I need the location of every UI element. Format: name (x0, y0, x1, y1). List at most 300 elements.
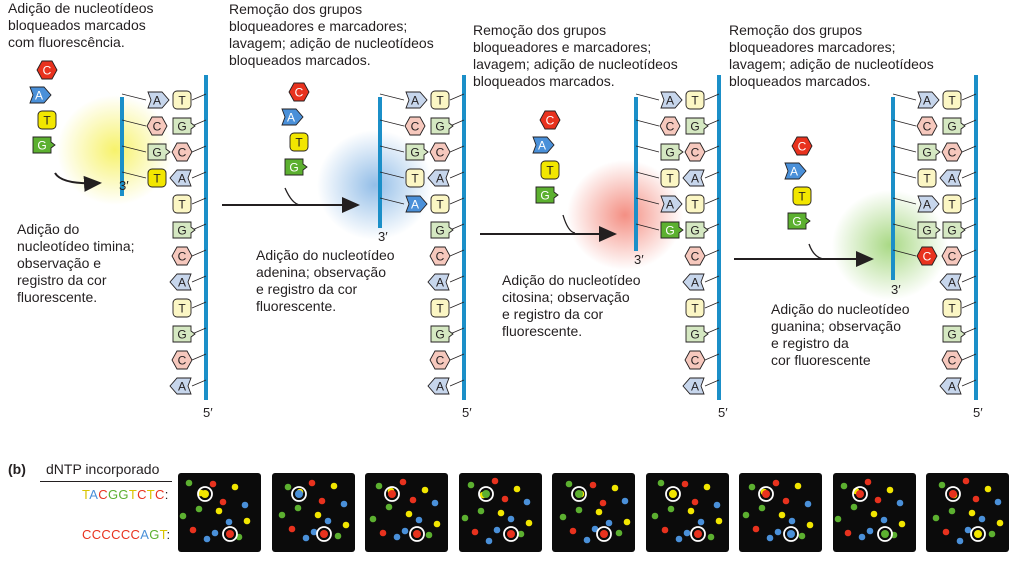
template-nucleotide (172, 351, 192, 369)
wash-text-3: Remoção dos grupos bloqueadores marcadores; lavagem; adição de nucleotídeos bloqueados marcados. (729, 22, 934, 89)
cluster-spot (491, 478, 498, 485)
fluorescence-panel (272, 473, 355, 552)
svg-text:A: A (177, 171, 187, 186)
backbone-link (450, 354, 464, 360)
cluster-spot (400, 479, 407, 486)
svg-text:A: A (410, 197, 420, 212)
cluster-spot (501, 496, 508, 503)
cluster-spot (683, 530, 690, 537)
synthesized-nucleotide (406, 92, 427, 108)
svg-text:T: T (948, 301, 956, 316)
svg-text:G: G (435, 119, 445, 134)
backbone-link (893, 120, 916, 126)
backbone-link (705, 354, 719, 360)
backbone-link (705, 302, 719, 308)
sequence-letter: A (140, 527, 150, 542)
backbone-link (192, 380, 206, 386)
cluster-spot (874, 497, 881, 504)
backbone-link (705, 250, 719, 256)
template-nucleotide (685, 143, 705, 161)
backbone-link (705, 198, 719, 204)
svg-text:C: C (922, 119, 932, 134)
cluster-spot (789, 518, 796, 525)
template-nucleotide (431, 299, 449, 317)
backbone-link (705, 94, 719, 100)
svg-text:A: A (789, 164, 799, 179)
svg-text:C: C (947, 145, 957, 160)
dntp-header: dNTP incorporado (46, 461, 160, 477)
step-text-thymine: Adição do nucleotídeo timina; observação e registro da cor fluorescente. (17, 221, 135, 305)
cluster-spot (743, 512, 750, 519)
svg-text:C: C (947, 249, 957, 264)
backbone-link (705, 380, 719, 386)
svg-text:C: C (410, 119, 420, 134)
backbone-link (636, 120, 659, 126)
tracked-cluster-spot (413, 530, 421, 538)
tracked-cluster-spot (507, 530, 515, 538)
synthesized-nucleotide (661, 92, 682, 108)
cluster-spot (681, 481, 688, 488)
free-nucleotide-a (785, 163, 806, 179)
cluster-spot (691, 499, 698, 506)
svg-text:T: T (295, 135, 303, 150)
svg-text:A: A (690, 379, 700, 394)
svg-text:A: A (34, 88, 44, 103)
free-nucleotide-g (33, 137, 55, 153)
tracked-cluster-spot (575, 490, 583, 498)
five-prime-label-3: 5′ (718, 405, 728, 420)
svg-text:A: A (435, 379, 445, 394)
svg-text:T: T (546, 163, 554, 178)
cluster-spot (979, 516, 986, 523)
cluster-spot (288, 526, 295, 533)
intro-text: Adição de nucleotídeos bloqueados marcados com fluorescência. (8, 0, 154, 50)
svg-text:A: A (947, 379, 957, 394)
backbone-link (450, 250, 464, 256)
cluster-spot (799, 533, 806, 540)
backbone-link (962, 380, 976, 386)
backbone-link (705, 146, 719, 152)
svg-text:C: C (177, 249, 187, 264)
cluster-spot (995, 499, 1002, 506)
cluster-spot (880, 517, 887, 524)
svg-text:T: T (666, 171, 674, 186)
cluster-spot (278, 512, 285, 519)
sequence-letter: C (120, 527, 131, 542)
cluster-spot (394, 534, 401, 541)
free-nucleotide-a (30, 87, 51, 103)
free-nucleotide-t (793, 187, 811, 205)
backbone-link (450, 276, 464, 282)
fluorescence-panel (739, 473, 822, 552)
sequence-row-2 (82, 527, 170, 542)
template-nucleotide (428, 378, 449, 394)
svg-text:G: G (947, 327, 957, 342)
template-nucleotide (943, 222, 965, 238)
backbone-link (192, 276, 206, 282)
template-nucleotide (173, 195, 191, 213)
cluster-spot (244, 518, 251, 525)
cluster-spot (477, 508, 484, 515)
cluster-spot (314, 512, 321, 519)
three-prime-label-2: 3′ (378, 229, 388, 244)
fluorescence-panel (926, 473, 1009, 552)
cluster-spot (697, 519, 704, 526)
svg-text:T: T (948, 93, 956, 108)
template-nucleotide (431, 91, 449, 109)
svg-text:C: C (294, 85, 304, 100)
backbone-link (192, 172, 206, 178)
cluster-spot (997, 520, 1004, 527)
free-nucleotide-t (38, 111, 56, 129)
tracked-cluster-spot (787, 530, 795, 538)
cluster-spot (342, 522, 349, 529)
template-nucleotide (940, 274, 961, 290)
svg-text:C: C (797, 139, 807, 154)
svg-text:C: C (665, 119, 675, 134)
template-nucleotide (430, 143, 450, 161)
svg-text:C: C (690, 249, 700, 264)
synthesized-nucleotide (406, 169, 424, 187)
tracked-cluster-spot (949, 490, 957, 498)
sequence-letter: T (128, 487, 138, 502)
synthesized-nucleotide (918, 169, 936, 187)
svg-text:T: T (411, 171, 419, 186)
step-text-adenine: Adição do nucleotídeo adenina; observação e registro da cor fluorescente. (256, 247, 395, 314)
svg-text:C: C (435, 249, 445, 264)
cluster-spot (612, 485, 619, 492)
cluster-spot (467, 482, 474, 489)
template-nucleotide (170, 274, 191, 290)
svg-text:G: G (37, 138, 47, 153)
cluster-spot (896, 500, 903, 507)
fluorescence-panel (833, 473, 916, 552)
svg-text:A: A (177, 275, 187, 290)
cluster-spot (180, 513, 187, 520)
template-nucleotide (686, 118, 708, 134)
synthesized-nucleotide (918, 196, 939, 212)
cluster-spot (844, 530, 851, 537)
cluster-spot (570, 528, 577, 535)
free-nucleotide-c (37, 61, 57, 79)
cluster-spot (773, 480, 780, 487)
template-nucleotide (943, 195, 961, 213)
svg-text:G: G (792, 214, 802, 229)
svg-text:T: T (691, 93, 699, 108)
cluster-spot (330, 483, 337, 490)
incorporated-nucleotide (148, 169, 166, 187)
free-nucleotide-t (290, 133, 308, 151)
svg-text:G: G (665, 223, 675, 238)
svg-text:A: A (435, 171, 445, 186)
cluster-spot (434, 521, 441, 528)
cluster-spot (590, 482, 597, 489)
svg-text:C: C (690, 145, 700, 160)
synthesized-nucleotide (147, 117, 167, 135)
template-nucleotide (683, 274, 704, 290)
template-nucleotide (173, 299, 191, 317)
svg-text:T: T (691, 301, 699, 316)
svg-text:A: A (922, 197, 932, 212)
backbone-link (192, 198, 206, 204)
template-nucleotide (172, 247, 192, 265)
cluster-spot (651, 513, 658, 520)
tracked-cluster-spot (856, 490, 864, 498)
svg-text:G: G (690, 223, 700, 238)
five-prime-label-2: 5′ (462, 405, 472, 420)
cluster-spot (939, 482, 946, 489)
sequence-letter: T (146, 487, 156, 502)
backbone-link (192, 94, 206, 100)
backbone-link (962, 302, 976, 308)
tracked-cluster-spot (881, 530, 889, 538)
free-nucleotide-g (536, 187, 558, 203)
cluster-spot (713, 502, 720, 509)
cluster-spot (226, 519, 233, 526)
backbone-link (192, 146, 206, 152)
backbone-link (450, 302, 464, 308)
sequence-letter: C (82, 527, 92, 542)
cluster-spot (426, 532, 433, 539)
cluster-spot (759, 505, 766, 512)
cluster-spot (485, 538, 492, 545)
cluster-spot (340, 501, 347, 508)
svg-text:T: T (178, 93, 186, 108)
three-prime-label-1: 3′ (119, 178, 129, 193)
svg-text:A: A (537, 138, 547, 153)
cluster-spot (220, 499, 227, 506)
cluster-spot (210, 481, 217, 488)
cluster-spot (657, 480, 664, 487)
template-nucleotide (683, 170, 704, 186)
incorporated-nucleotide (917, 247, 937, 265)
cluster-spot (507, 516, 514, 523)
backbone-link (705, 172, 719, 178)
three-prime-label-3: 3′ (634, 252, 644, 267)
cluster-spot (783, 498, 790, 505)
svg-text:T: T (153, 171, 161, 186)
template-nucleotide (428, 274, 449, 290)
template-nucleotide (430, 351, 450, 369)
backbone-link (380, 120, 404, 126)
backbone-link (893, 146, 916, 152)
template-nucleotide (685, 247, 705, 265)
wash-text-1: Remoção dos grupos bloqueadores e marcadores; lavagem; adição de nucleotídeos bloqueados marcados. (229, 1, 434, 68)
cluster-spot (775, 529, 782, 536)
svg-text:T: T (798, 189, 806, 204)
cluster-spot (422, 487, 429, 494)
header-underline (40, 481, 172, 482)
svg-text:G: G (690, 327, 700, 342)
svg-text:G: G (540, 188, 550, 203)
backbone-link (962, 94, 976, 100)
template-nucleotide (686, 195, 704, 213)
cluster-spot (624, 519, 631, 526)
svg-text:G: G (922, 223, 932, 238)
svg-text:G: G (690, 119, 700, 134)
template-nucleotide (172, 143, 192, 161)
svg-text:G: G (152, 145, 162, 160)
backbone-link (893, 172, 916, 178)
cluster-spot (749, 484, 756, 491)
tracked-cluster-spot (762, 490, 770, 498)
template-nucleotide (942, 143, 962, 161)
fluorescence-panel (552, 473, 635, 552)
free-nucleotide-a (282, 109, 303, 125)
template-nucleotide (940, 170, 961, 186)
backbone-link (192, 250, 206, 256)
svg-text:A: A (177, 379, 187, 394)
cluster-spot (840, 483, 847, 490)
fluorescence-panel (178, 473, 261, 552)
template-nucleotide (430, 247, 450, 265)
backbone-link (380, 94, 404, 100)
cluster-spot (576, 507, 583, 514)
backbone-link (705, 276, 719, 282)
cluster-spot (715, 518, 722, 525)
tracked-cluster-spot (295, 490, 303, 498)
cluster-spot (242, 502, 249, 509)
sequence-letter: C (137, 487, 147, 502)
cluster-spot (933, 515, 940, 522)
cluster-spot (294, 505, 301, 512)
cluster-spot (596, 509, 603, 516)
free-nucleotide-c (792, 137, 812, 155)
cluster-spot (318, 498, 325, 505)
backbone-link (962, 276, 976, 282)
tracked-cluster-spot (320, 530, 328, 538)
step-text-cytosine: Adição do nucleotídeo citosina; observação e registro da cor fluorescente. (502, 272, 641, 339)
cluster-spot (949, 508, 956, 515)
sequence-letter: T (82, 487, 90, 502)
svg-text:A: A (690, 275, 700, 290)
free-nucleotide-c (540, 111, 560, 129)
svg-text:T: T (923, 171, 931, 186)
sequence-letter: : (164, 487, 169, 502)
cluster-spot (850, 504, 857, 511)
tracked-cluster-spot (482, 490, 490, 498)
template-nucleotide (943, 299, 961, 317)
free-nucleotide-t (541, 161, 559, 179)
sequence-letter: C (98, 487, 108, 502)
synthesized-nucleotide (661, 169, 679, 187)
svg-text:G: G (289, 160, 299, 175)
step-text-guanine: Adição do nucleotídeo guanina; observação e registro da cor fluorescente (771, 301, 910, 368)
cluster-spot (376, 483, 383, 490)
svg-text:C: C (42, 63, 52, 78)
svg-text:C: C (177, 353, 187, 368)
cluster-spot (386, 504, 393, 511)
tracked-cluster-spot (974, 530, 982, 538)
svg-text:C: C (177, 145, 187, 160)
backbone-link (450, 146, 464, 152)
template-nucleotide (173, 222, 195, 238)
backbone-link (636, 94, 659, 100)
svg-text:T: T (178, 301, 186, 316)
template-nucleotide (431, 326, 453, 342)
svg-text:C: C (690, 353, 700, 368)
hook-line (809, 244, 824, 259)
svg-text:C: C (435, 353, 445, 368)
svg-text:A: A (665, 93, 675, 108)
cluster-spot (973, 496, 980, 503)
cluster-spot (584, 537, 591, 544)
svg-text:A: A (947, 275, 957, 290)
five-prime-label-1: 5′ (203, 405, 213, 420)
three-prime-label-4: 3′ (891, 282, 901, 297)
cluster-spot (606, 520, 613, 527)
cluster-spot (196, 506, 203, 513)
tracked-cluster-spot (201, 490, 209, 498)
free-nucleotide-a (533, 137, 554, 153)
backbone-link (962, 250, 976, 256)
svg-text:G: G (435, 223, 445, 238)
svg-text:G: G (410, 145, 420, 160)
cluster-spot (969, 510, 976, 517)
cluster-spot (190, 527, 197, 534)
cluster-spot (661, 527, 668, 534)
backbone-link (893, 94, 916, 100)
backbone-link (192, 302, 206, 308)
fluorescence-panel (646, 473, 729, 552)
tracked-cluster-spot (669, 490, 677, 498)
template-nucleotide (431, 118, 453, 134)
cluster-spot (410, 497, 417, 504)
template-nucleotide (173, 118, 195, 134)
sequence-letter: C (91, 527, 102, 542)
sequence-letter: G (118, 487, 129, 502)
sequence-letter: A (89, 487, 99, 502)
template-nucleotide (940, 378, 961, 394)
svg-text:A: A (947, 171, 957, 186)
cluster-spot (866, 528, 873, 535)
svg-text:A: A (435, 275, 445, 290)
template-nucleotide (173, 326, 195, 342)
backbone-link (450, 198, 464, 204)
svg-text:C: C (152, 119, 162, 134)
cluster-spot (675, 536, 682, 543)
template-nucleotide (431, 195, 449, 213)
svg-text:A: A (922, 93, 932, 108)
template-nucleotide (683, 378, 704, 394)
cluster-spot (380, 530, 387, 537)
cluster-spot (963, 478, 970, 485)
cluster-spot (989, 531, 996, 538)
fluorescence-panel (365, 473, 448, 552)
cluster-spot (767, 535, 774, 542)
backbone-link (962, 172, 976, 178)
svg-text:T: T (691, 197, 699, 212)
sequence-letter: G (107, 487, 119, 502)
cluster-spot (807, 522, 814, 529)
svg-text:G: G (177, 223, 187, 238)
template-nucleotide (170, 170, 191, 186)
svg-text:C: C (435, 145, 445, 160)
cluster-spot (416, 517, 423, 524)
svg-text:T: T (178, 197, 186, 212)
template-nucleotide (173, 91, 191, 109)
svg-text:T: T (436, 93, 444, 108)
svg-text:G: G (177, 119, 187, 134)
synthesized-nucleotide (405, 117, 425, 135)
backbone-link (962, 354, 976, 360)
svg-text:A: A (286, 110, 296, 125)
svg-text:A: A (690, 171, 700, 186)
backbone-link (450, 94, 464, 100)
cluster-spot (985, 486, 992, 493)
cluster-spot (943, 529, 950, 536)
free-nucleotide-c (289, 83, 309, 101)
